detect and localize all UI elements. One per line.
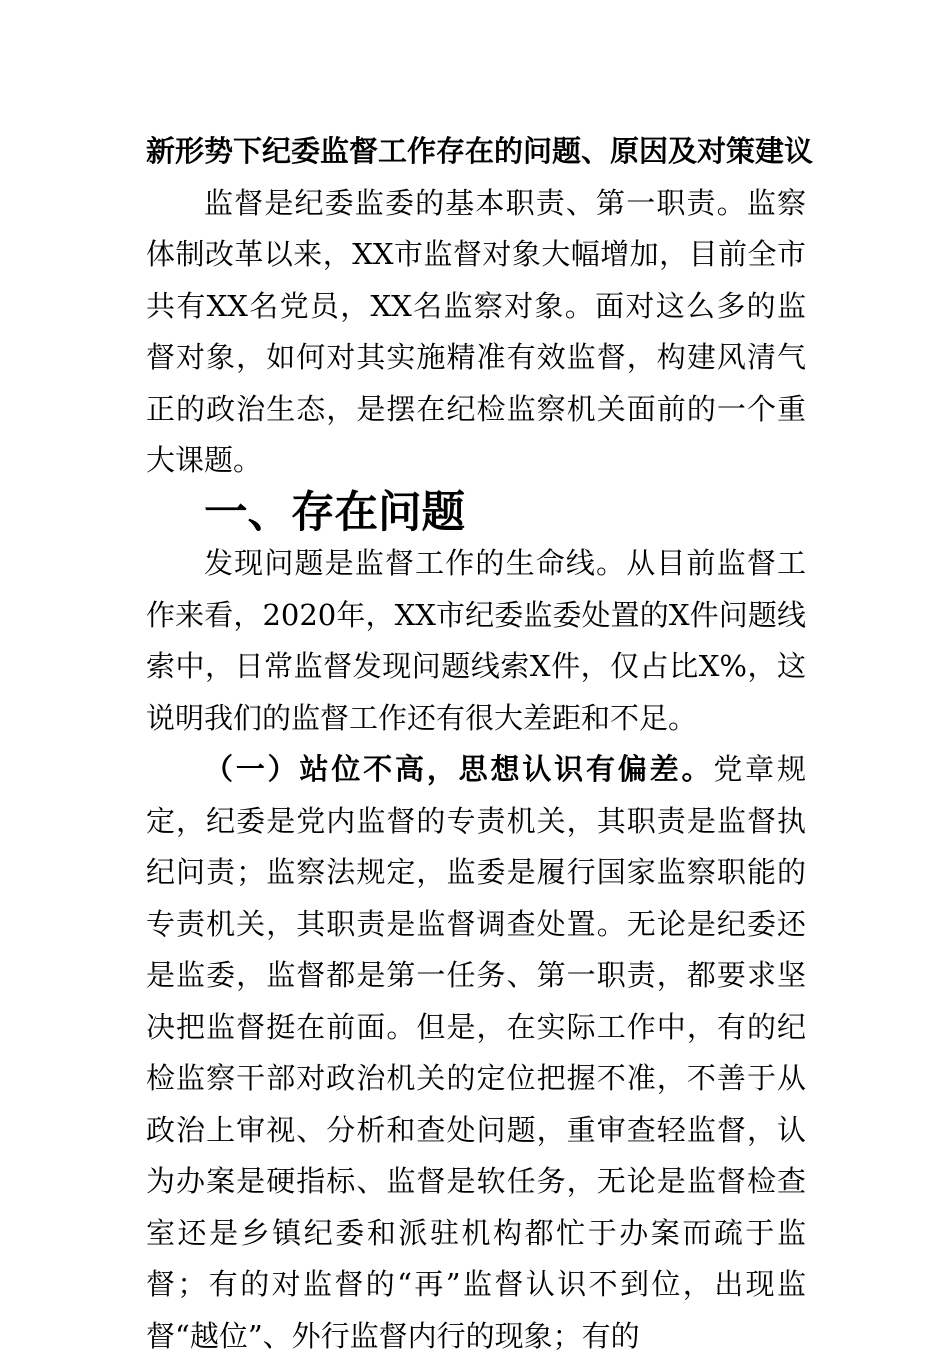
subsection-body: 党章规定，纪委是党内监督的专责机关，其职责是监督执纪问责；监察法规定，监委是履行国家监察职能的专责机关，其职责是监督调查处置。无论是纪委还是监委，监督都是第一任务、第一职责，都要求坚决把监督挺在前面。但是，在实际工作中，有的纪检监察干部对政治机关的定位把握不准，不善于从政治上审视、分析和查处问题，重审查轻监督，认为办案是硬指标、监督是软任务，无论是监督检查室还是乡镇纪委和派驻机构都忙于办案而疏于监督；有的对监督的“再”监督认识不到位，出现监督“越位”、外行监督内行的现象；有的 <box>146 752 806 1353</box>
section-paragraph: 发现问题是监督工作的生命线。从目前监督工作来看，2020年，XX市纪委监委处置的X件问题线索中，日常监督发现问题线索X件，仅占比X%，这说明我们的监督工作还有很大差距和不足。 <box>146 546 806 735</box>
document-title: 新形势下纪委监督工作存在的问题、原因及对策建议 <box>146 134 814 168</box>
subsection-lead: （一）站位不高，思想认识有偏差。 <box>204 752 714 786</box>
document-body <box>146 126 814 1362</box>
section-heading: 一、存在问题 <box>204 486 465 538</box>
intro-paragraph: 监督是纪委监委的基本职责、第一职责。监察体制改革以来，XX市监督对象大幅增加，目前全市共有XX名党员，XX名监察对象。面对这么多的监督对象，如何对其实施精准有效监督，构建风清气正的政治生态，是摆在纪检监察机关面前的一个重大课题。 <box>146 185 806 477</box>
subsection-paragraph <box>146 744 806 1362</box>
